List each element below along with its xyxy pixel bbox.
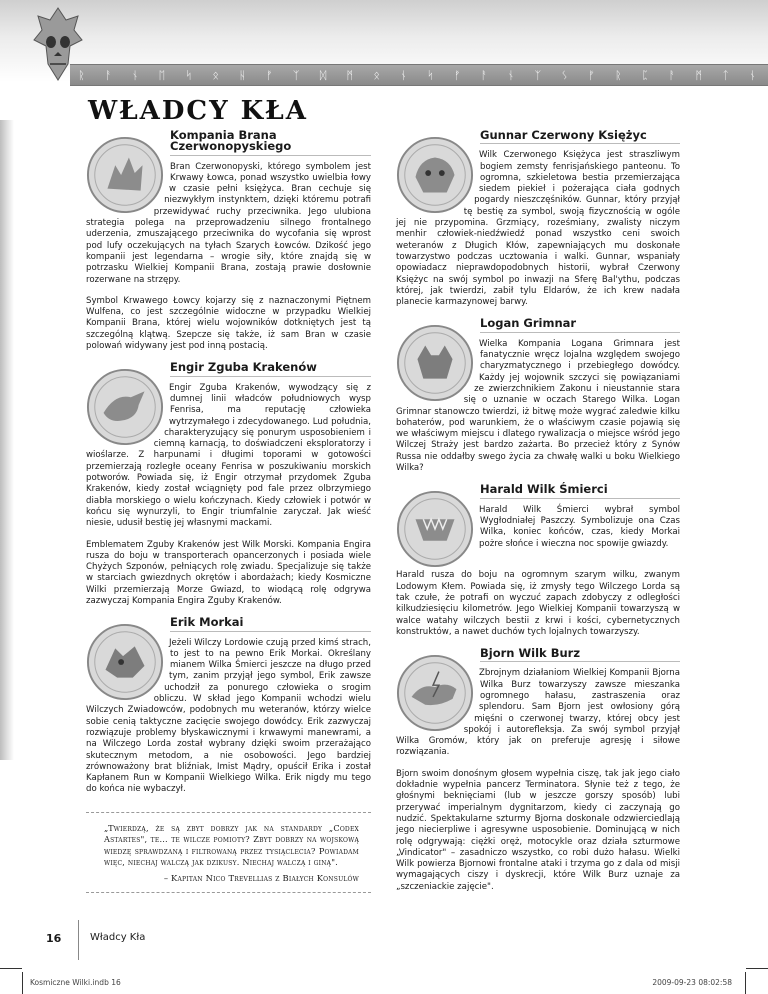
- rune-glyph: ᚾ: [749, 68, 760, 82]
- section-title: Logan Grimnar: [480, 318, 680, 332]
- crop-mark: [746, 968, 768, 969]
- rune-glyph: ᛊ: [561, 68, 572, 82]
- section-title: Bjorn Wilk Burz: [480, 648, 680, 662]
- paragraph: Bjorn swoim donośnym głosem wypełnia ciszę, tak jak jego ciało dokładnie wypełnia pancerz Terminatora. Słynie też z tego, że głośnymi beknięciami (lub w jeszcze gorszy sposób) lubi przerywać imperialnym dygnitarzom, kiedy ci zaczynają go nudzić. Spektakularne szturmy Bjorna doskonale odzwierciedlają jego niecierpliwe i agresywne usposobienie. Dominującą w nich rolę odgrywają: ciężki oręż, motocykle oraz działa szturmowe „Vindicator" – zasadniczo wszystko, co robi dużo hałasu. Wielki Wilk powierza Bjornowi frontalne ataki i trzyma go z dala od misji wymagających ciszy i dyskrecji, które Wilk Burz uznaje za „szczeniackie zajęcie".: [396, 768, 680, 892]
- section-title: Erik Morkai: [170, 617, 371, 631]
- paragraph: Harald Wilk Śmierci wybrał symbol Wygłodniałej Paszczy. Symbolizuje ona Czas Wilka, koniec końców, czas, kiedy Morkai pożre słońce i wieczna noc spowije gwiazdy.: [478, 504, 680, 549]
- rune-glyph: ᚠ: [588, 68, 599, 82]
- crop-mark: [745, 972, 746, 994]
- rune-glyph: ᚾ: [400, 68, 411, 82]
- footer-title: Władcy Kła: [90, 932, 146, 943]
- page-number: 16: [46, 932, 62, 945]
- rune-glyph: ᚠ: [266, 68, 277, 82]
- section-bjorn: [396, 648, 680, 893]
- section-logan: [396, 318, 680, 484]
- side-ornament: [0, 120, 14, 760]
- section-title: Kompania Brana Czerwonopyskiego: [170, 130, 371, 156]
- rune-glyph: ᛟ: [373, 68, 384, 82]
- rune-glyph: ᛉ: [534, 68, 546, 82]
- rune-glyph: ᛞ: [319, 68, 331, 82]
- quote-text: „Twierdzą, że są zbyt dobrzy jak na standardy „Codex Astartes", te... te wilcze pomioty? Zbyt dobrzy na wojskową wiedzę sprawdzaną i filtrowaną przez tysiąclecia? Powiadam więc, niechaj walczą jak dzikusy. Niechaj walczą i giną".: [104, 822, 359, 868]
- thunder-wolf-emblem-icon: [396, 654, 474, 732]
- section-engir: [86, 362, 371, 607]
- rune-glyph: ᚾ: [507, 68, 519, 82]
- rune-glyph: ᛏ: [722, 68, 733, 82]
- crop-mark: [0, 968, 22, 969]
- section-title: Gunnar Czerwony Księżyc: [480, 130, 680, 144]
- rune-glyph: ᛗ: [695, 68, 707, 82]
- rune-glyph: ᚺ: [239, 68, 250, 82]
- paragraph: Symbol Krwawego Łowcy kojarzy się z naznaczonymi Piętnem Wulfena, co jest szczególnie widoczne w przypadku Wielkiej Kompanii Brana, której wielu wojowników dotkniętych jest tą szczególną klątwą. Szepcze się także, iż sam Bran w czasie polowań widywany jest pod inną postacią.: [86, 295, 371, 352]
- paragraph: Wielka Kompania Logana Grimnara jest fanatycznie wręcz lojalna względem swojego charyzmatycznego i przebiegłego dowódcy. Każdy jej wojownik szczyci się powiązaniami ze zwierzchnikiem Zakonu i nieustannie stara się o uznanie w oczach Starego Wilka. Logan Grimnar stanowczo twierdzi, iż bitwę może wygrać zaledwie kilku bohaterów, pod warunkiem, że o właściwym czasie pojawią się we właściwym miejscu i dlatego rywalizacja o miejsce wśród jego Wilczej Straży jest bardzo zażarta. Bo przecież który z Synów Russa nie oddałby swego życia za chwałę walki u boku Wielkiego Wilka?: [396, 338, 680, 474]
- rune-glyph: ᚨ: [104, 68, 116, 82]
- paragraph: Bran Czerwonopyski, którego symbolem jest Krwawy Łowca, ponad wszystko uwielbia łowy w czasie pełni księżyca. Bran cechuje się niezwykłym instynktem, dzięki któremu potrafi przewidywać ruchy przeciwnika. Jego ulubiona strategia polega na przeprowadzeniu silnego frontalnego uderzenia, zmuszającego przeciwnika do wycofania się wprost pod lufy oczekujących na tyłach Szarych Łowców. Dzikość jego kompanii jest legendarna – wrogie siły, które znajdą się w potrzasku Wielkiej Kompanii Brana, zostają prawie dosłownie rozerwane na strzępy.: [86, 161, 371, 285]
- rune-glyph: ᛈ: [641, 68, 653, 82]
- paragraph: Harald rusza do boju na ogromnym szarym wilku, zwanym Lodowym Kłem. Powiada się, iż zmysły tego Wilczego Lorda są tak czułe, że potrafi on wyczuć zapach zdobyczy z odległości kilkudziesięciu kilometrów. Jego Wielkiej Kompanii towarzyszą w walce watahy wilczych bestii z krwi i kości, cybernetycznych konstruktów, a nawet duchów tych lojalnych towarzyszy.: [396, 570, 680, 637]
- great-wolf-emblem-icon: [396, 324, 474, 402]
- section-harald: [396, 484, 680, 638]
- rune-glyph: ᛋ: [185, 68, 197, 82]
- print-date-label: 2009-09-23 08:02:58: [652, 978, 732, 987]
- rune-glyph: ᚨ: [480, 68, 492, 82]
- rune-glyph: ᚨ: [668, 68, 680, 82]
- section-title: Harald Wilk Śmierci: [480, 484, 680, 498]
- section-gunnar: [396, 130, 680, 318]
- section-erik: [86, 617, 371, 805]
- right-column: [396, 130, 680, 903]
- paragraph: Wilk Czerwonego Księżyca jest straszliwym bogiem zemsty fenrisjańskiego panteonu. To ogromna, szkieletowa bestia przemierzająca siedem piekieł i pożerająca ciała godnych pogardy nieszczęśników. Gunnar, który przyjął tę bestię za symbol, swoją fizycznością w ogóle jej nie przypomina. Grzmiący, roześmiany, zwalisty niczym menhir człowiek-niedźwiedź ponad wszystko ceni swoich weteranów z Długich Kłów, zapewniających mu doskonałe towarzystwo podczas ucztowania i walki. Gunnar, wspaniały opowiadacz nieprawdopodobnych historii, wybrał Czerwony Księżyc na swój symbol po inwazji na Sferę Bal'ythu, podczas której, jak twierdzi, zabił tylu Eldarów, że ich krew nadała planecie karmazynowej barwy.: [396, 150, 680, 308]
- rune-glyph: ᛋ: [427, 68, 438, 82]
- section-title: Engir Zguba Krakenów: [170, 362, 371, 376]
- section-bran: [86, 130, 371, 352]
- rune-glyph: ᚱ: [614, 68, 626, 82]
- print-file-label: Kosmiczne Wilki.indb 16: [30, 978, 121, 987]
- rune-glyph: ᛗ: [346, 68, 358, 82]
- paragraph: Zbrojnym działaniom Wielkiej Kompanii Bjorna Wilka Burz towarzyszy zawsze mieszanka ogromnego hałasu, zastraszenia oraz splendoru. Sam Bjorn jest owłosiony górą mięśni o czerwonej twarzy, której obcy jest spokój i autorefleksja. Za swój symbol przyjął Wilka Gromów, który jak on preferuje agresję i siłowe rozwiązania.: [396, 668, 680, 758]
- red-moon-emblem-icon: [396, 136, 474, 214]
- rune-glyph: ᛖ: [158, 68, 170, 82]
- blood-hunter-emblem-icon: [86, 136, 164, 214]
- rune-glyph: ᚱ: [78, 68, 89, 82]
- death-wolf-emblem-icon: [86, 623, 164, 701]
- hungry-maw-emblem-icon: [396, 490, 474, 568]
- page-title: WŁADCY KŁA: [88, 96, 308, 126]
- rune-glyph: ᛟ: [212, 68, 223, 82]
- quote-author: – Kapitan Nico Trevellias z Białych Konsulów: [163, 872, 359, 883]
- paragraph: Emblematem Zguby Krakenów jest Wilk Morski. Kompania Engira rusza do boju w transporterach opancerzonych i posiada wiele Chyżych Szponów, pełniących rolę zwiadu. Specjalizuje się także w starciach gwiezdnych okrętów i abordażach; kiedy Kosmiczne Wilki przemierzają Morze Gwiazd, to wiodącą rolę odgrywa zazwyczaj Kompania Engira Zguby Krakenów.: [86, 539, 371, 606]
- rune-band: [70, 64, 768, 86]
- rune-glyph: ᚾ: [131, 68, 143, 82]
- footer-divider: [78, 920, 79, 960]
- rune-glyph: ᛉ: [292, 68, 304, 82]
- rune-glyph: ᚠ: [453, 68, 465, 82]
- sea-wolf-emblem-icon: [86, 368, 164, 446]
- left-column: [86, 130, 371, 893]
- quote-box: [86, 812, 371, 894]
- paragraph: Jeżeli Wilczy Lordowie czują przed kimś strach, to jest to na pewno Erik Morkai. Określany mianem Wilka Śmierci jeszcze na długo przed tym, zanim przyjął jego symbol, Erik zawsze uchodził za ponurego człowieka o srogim obliczu. W skład jego Kompanii wchodzi wielu Wilczych Zwiadowców, podobnych mu weteranów, którzy wielce sobie cenią taktyczne zacięcie swojego dowódcy. Erik zazwyczaj rozwiązuje problemy błyskawicznymi i krwawymi manewrami, a na Wilczego Lorda został wybrany dzięki swoim przerażająco skutecznym metodom, a nie osobowości. Jego bardziej zrównoważony brat bliźniak, Imist Mądry, opuścił Erika i został Kapłanem Run w Kompanii Wielkiego Wilka. Erik nigdy mu tego do końca nie wybaczył.: [86, 637, 371, 795]
- paragraph: Engir Zguba Krakenów, wywodzący się z dumnej linii władców południowych wysp Fenrisa, ma reputację człowieka wytrzymałego i zdecydowanego. Lud południa, charakteryzujący się ponurym usposobieniem i ciemną karnacją, to doświadczeni eksploratorzy i wioślarze. Z harpunami i długimi toporami w gotowości przemierzają rozległe oceany Fenrisa w poszukiwaniu morskich potworów. Powiada się, iż Engir otrzymał przydomek Zguba Krakenów, kiedy został wciągnięty pod fale przez olbrzymiego diabła morskiego o wielu kończynach. Kiedy człowiek i potwór w końcu się wynurzyli, to Engir triumfalnie zaryczał. Jak wieść niesie, udusił bestię jej własnymi mackami.: [86, 382, 371, 529]
- crop-mark: [22, 972, 23, 994]
